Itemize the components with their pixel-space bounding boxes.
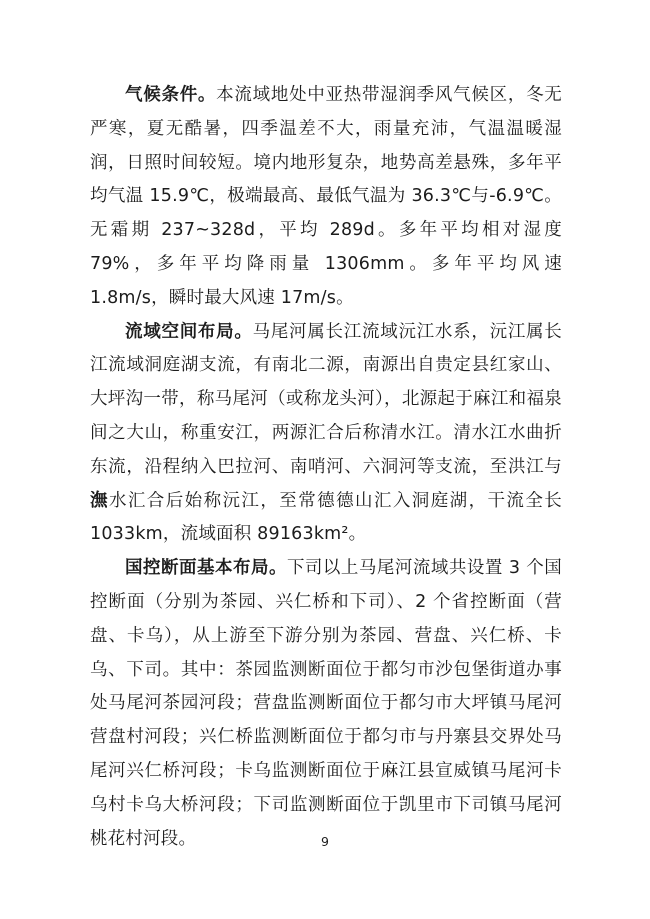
paragraph-lead-climate: 气候条件。 <box>125 85 217 105</box>
paragraph-text-control-sections: 下司以上马尾河流域共设置 3 个国控断面（分别为茶园、兴仁桥和下司）、2 个省控断面（营盘、卡乌），从上游至下游分别为茶园、营盘、兴仁桥、卡乌、下司。其中：茶园监测断面位于都匀市沙包堡街道办事处马尾河茶园河段；营盘监测断面位于都匀市大坪镇马尾河营盘村河段；兴仁桥监测断面位于都匀市与丹寨县交界处马尾河兴仁桥河段；卡乌监测断面位于麻江县宣威镇马尾河卡乌村卡乌大桥河段；下司监测断面位于凯里市下司镇马尾河桃花村河段。 <box>90 558 562 849</box>
paragraph-lead-control-sections: 国控断面基本布局。 <box>125 558 287 579</box>
paragraph-basin-spatial-layout <box>90 316 562 553</box>
paragraph-control-sections <box>90 552 562 856</box>
special-bold-character: 潕 <box>90 490 109 511</box>
paragraph-text-basin-layout-before: 马尾河属长江流域沅江水系，沅江属长江流域洞庭湖支流，有南北二源，南源出自贵定县红家山、大坪沟一带，称马尾河（或称龙头河），北源起于麻江和福泉间之大山，称重安江，两源汇合后称清水江。清水江水曲折东流，沿程纳入巴拉河、南哨河、六洞河等支流，至洪江与 <box>90 321 562 477</box>
paragraph-climate-conditions <box>90 79 562 316</box>
page-number: 9 <box>321 834 329 849</box>
paragraph-text-climate: 本流域地处中亚热带湿润季风气候区，冬无严寒，夏无酷暑，四季温差不大，雨量充沛，气温温暖湿润，日照时间较短。境内地形复杂，地势高差悬殊，多年平均气温 15.9℃，极端最高、最低气温为 36.3℃与-6.9℃。无霜期 237~328d，平均 289d。多年平均相对湿度 79%，多年平均降雨量 1306mm。多年平均风速 1.8m/s，瞬时最大风速 17m/s。 <box>90 85 562 308</box>
paragraph-lead-basin-layout: 流域空间布局。 <box>125 321 253 342</box>
paragraph-text-basin-layout-after: 水汇合后始称沅江，至常德德山汇入洞庭湖，干流全长 1033km，流域面积 89163km²。 <box>90 490 562 545</box>
page-content <box>90 79 562 856</box>
